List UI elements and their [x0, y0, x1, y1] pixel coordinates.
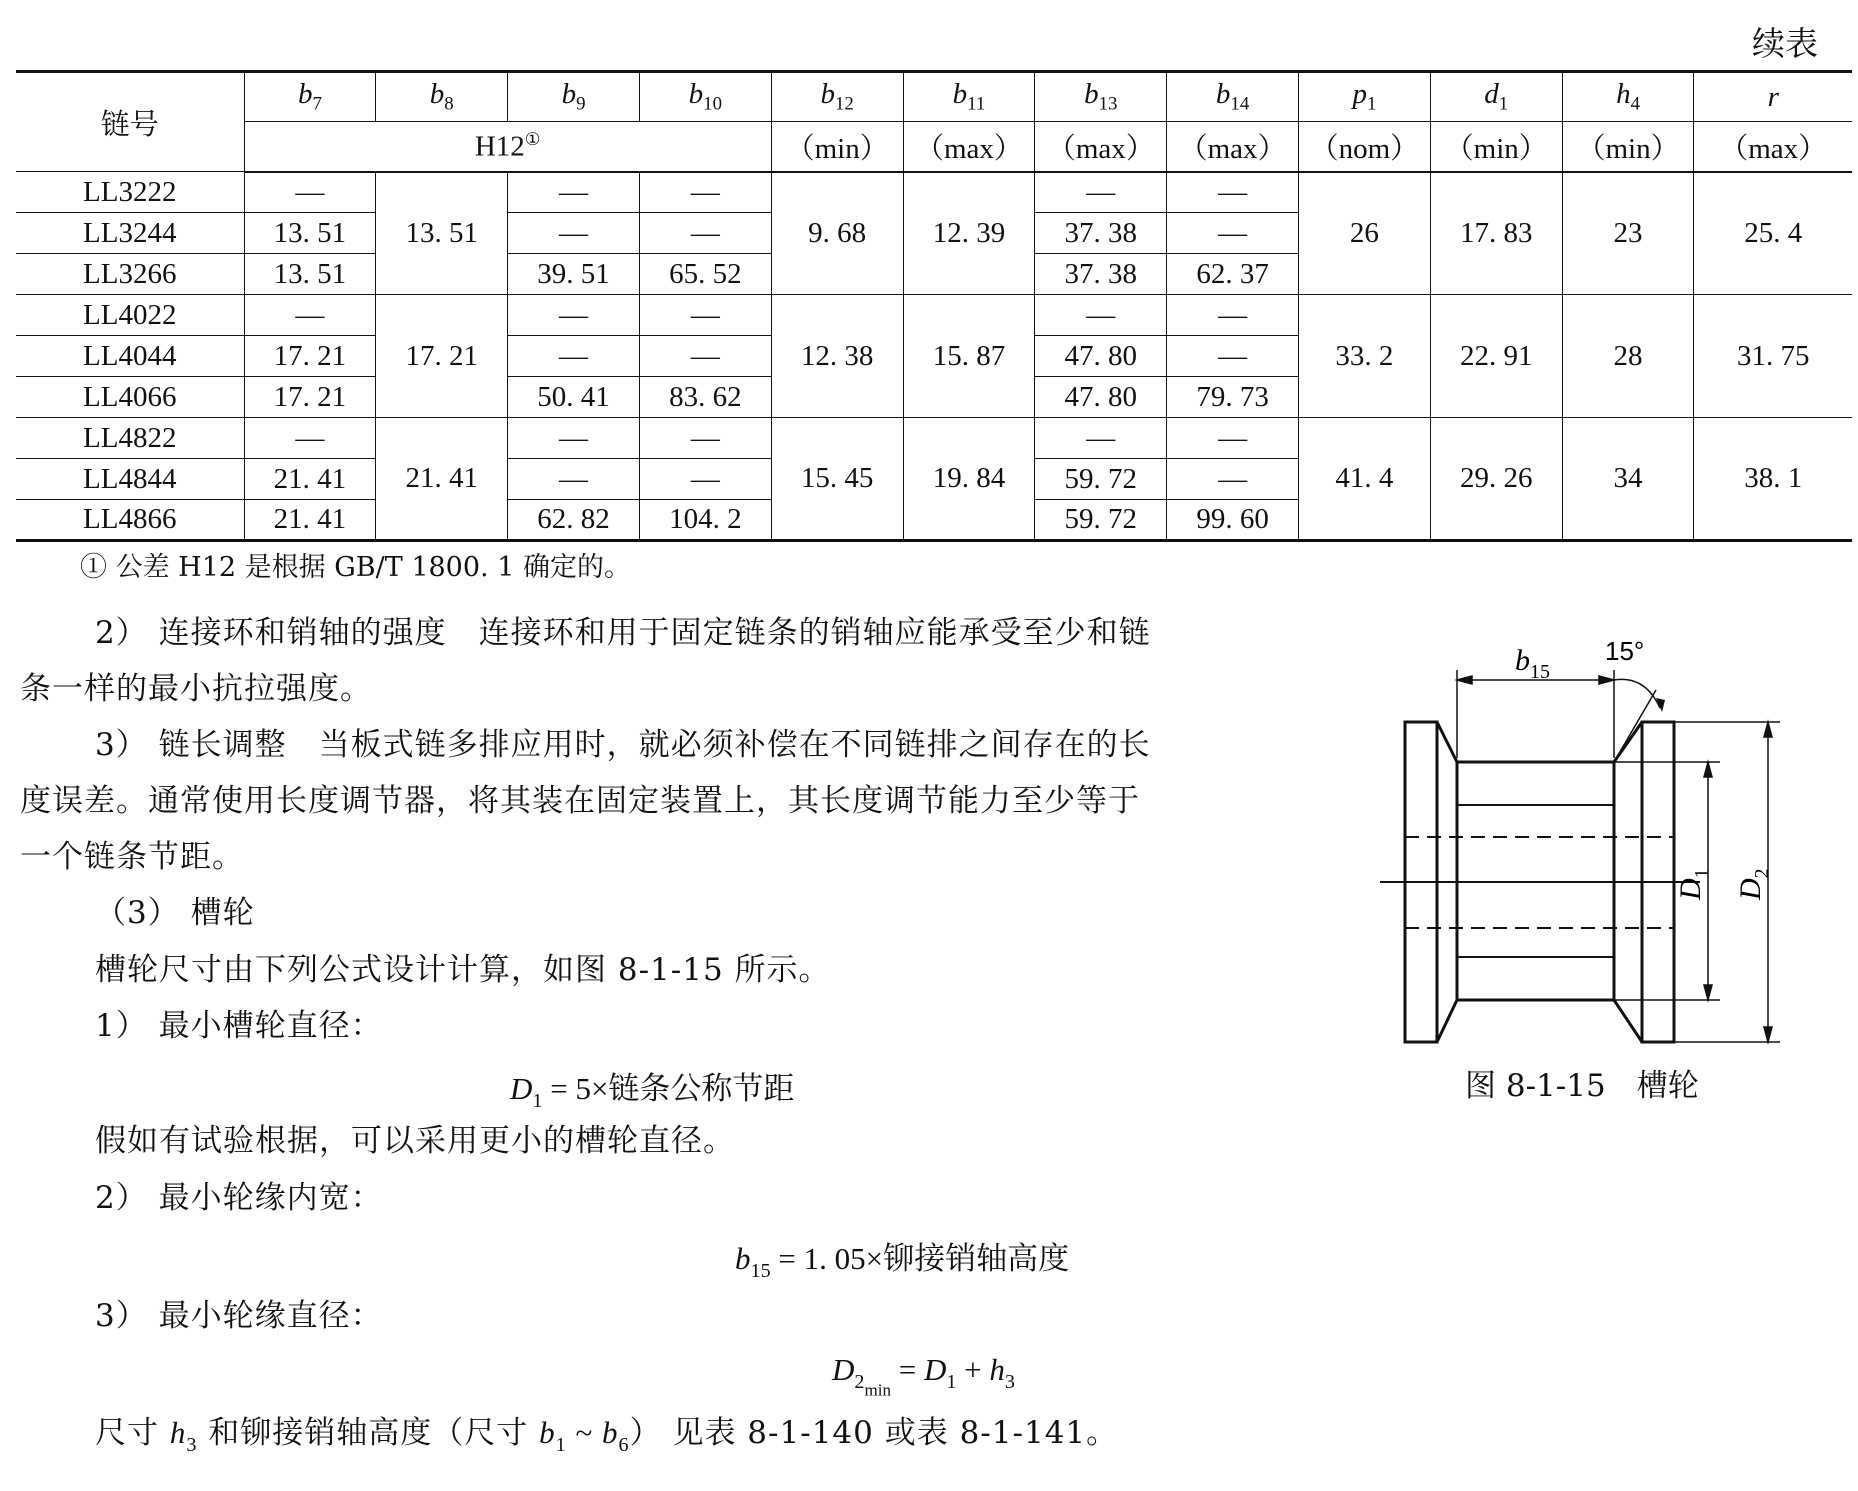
- cell-b11: 12. 39: [903, 172, 1035, 295]
- cell-b14: —: [1167, 172, 1299, 213]
- table-footnote: ① 公差 H12 是根据 GB/T 1800. 1 确定的。: [80, 552, 631, 583]
- header-b14: $b_{14}$: [1167, 72, 1299, 122]
- cell-b14: 99. 60: [1167, 500, 1299, 541]
- cell-b12: 9. 68: [771, 172, 903, 295]
- cell-r: 31. 75: [1694, 295, 1852, 418]
- cell-b14: —: [1167, 418, 1299, 459]
- cell-chain: LL3222: [16, 172, 244, 213]
- cell-d1: 17. 83: [1430, 172, 1562, 295]
- table-row: [16, 172, 1852, 213]
- header-b12: $b_{12}$: [771, 72, 903, 122]
- cell-r: 25. 4: [1694, 172, 1852, 295]
- cell-b7: —: [244, 295, 376, 336]
- cell-b7: 17. 21: [244, 336, 376, 377]
- cell-b10: 83. 62: [639, 377, 771, 418]
- label-d1: $D_1$: [1674, 868, 1713, 900]
- cell-b9: —: [508, 213, 640, 254]
- cell-b13: 47. 80: [1035, 377, 1167, 418]
- cell-b10: —: [639, 172, 771, 213]
- cell-b10: —: [639, 459, 771, 500]
- cell-b9: 62. 82: [508, 500, 640, 541]
- cell-b10: —: [639, 213, 771, 254]
- cell-b13: 37. 38: [1035, 254, 1167, 295]
- arrowhead: [1704, 985, 1712, 1000]
- header-qualifier-b11: （max）: [903, 122, 1035, 172]
- cell-chain: LL4044: [16, 336, 244, 377]
- intro-text: 槽轮尺寸由下列公式设计计算，如图 8-1-15 所示。: [95, 952, 831, 988]
- cell-d1: 29. 26: [1430, 418, 1562, 541]
- header-r: r: [1694, 72, 1852, 122]
- header-b10: $b_{10}$: [639, 72, 771, 122]
- header-p1: $p_1$: [1299, 72, 1431, 122]
- cell-b10: —: [639, 295, 771, 336]
- cell-b7: —: [244, 418, 376, 459]
- cell-b14: —: [1167, 295, 1299, 336]
- cell-b13: 59. 72: [1035, 459, 1167, 500]
- cell-chain: LL4866: [16, 500, 244, 541]
- cell-p1: 33. 2: [1299, 295, 1431, 418]
- header-b9: $b_9$: [508, 72, 640, 122]
- cell-b7: 13. 51: [244, 213, 376, 254]
- cell-b13: —: [1035, 418, 1167, 459]
- cell-d1: 22. 91: [1430, 295, 1562, 418]
- item-min-flange-diameter: 3） 最小轮缘直径：: [95, 1298, 383, 1334]
- cell-b13: —: [1035, 295, 1167, 336]
- cell-r: 38. 1: [1694, 418, 1852, 541]
- cell-b7: —: [244, 172, 376, 213]
- reference-text: 尺寸 $h_3$ 和铆接销轴高度（尺寸 $b_1$ ~ $b_6$） 见表 8-1-140 或表 8-1-141。: [95, 1415, 1119, 1457]
- cell-b7: 13. 51: [244, 254, 376, 295]
- cell-b11: 19. 84: [903, 418, 1035, 541]
- paragraph-line: 度误差。通常使用长度调节器，将其装在固定装置上，其长度调节能力至少等于: [20, 783, 1140, 819]
- header-b8: $b_8$: [376, 72, 508, 122]
- item-min-inner-width: 2） 最小轮缘内宽：: [95, 1180, 383, 1216]
- cell-b9: —: [508, 295, 640, 336]
- cell-chain: LL4844: [16, 459, 244, 500]
- cell-b12: 15. 45: [771, 418, 903, 541]
- arrowhead: [1764, 722, 1772, 737]
- cell-b8: 17. 21: [376, 295, 508, 418]
- section-heading: （3） 槽轮: [95, 895, 255, 931]
- cell-b7: 21. 41: [244, 500, 376, 541]
- cell-h4: 28: [1562, 295, 1694, 418]
- cell-b10: 65. 52: [639, 254, 771, 295]
- cell-chain: LL4822: [16, 418, 244, 459]
- cell-b14: —: [1167, 459, 1299, 500]
- cell-b14: —: [1167, 213, 1299, 254]
- cell-h4: 34: [1562, 418, 1694, 541]
- cell-b12: 12. 38: [771, 295, 903, 418]
- header-chain-no: 链号: [16, 72, 244, 172]
- header-qualifier-h4: （min）: [1562, 122, 1694, 172]
- paragraph-length-adjust: [20, 717, 1350, 885]
- arrowhead: [1656, 698, 1665, 712]
- cell-b10: —: [639, 336, 771, 377]
- hub-bottom-edge: [1437, 1000, 1642, 1042]
- paragraph-line: 3） 链长调整 当板式链多排应用时，就必须补偿在不同链排之间存在的长: [95, 727, 1151, 763]
- cell-b9: —: [508, 336, 640, 377]
- arrowhead: [1704, 762, 1712, 777]
- cell-b9: 50. 41: [508, 377, 640, 418]
- header-tolerance: H12①: [244, 122, 771, 172]
- header-b7: $b_7$: [244, 72, 376, 122]
- cell-b7: 17. 21: [244, 377, 376, 418]
- paragraph-line: 条一样的最小抗拉强度。: [20, 671, 372, 707]
- sheave-figure: [1360, 630, 1830, 1050]
- cell-chain: LL3244: [16, 213, 244, 254]
- paragraph-line: 一个链条节距。: [20, 839, 244, 875]
- header-qualifier-r: （max）: [1694, 122, 1852, 172]
- cell-b9: —: [508, 459, 640, 500]
- formula-d2: $D_{2min} = D_1 + h_3$: [832, 1352, 1015, 1400]
- cell-b11: 15. 87: [903, 295, 1035, 418]
- cell-b14: 79. 73: [1167, 377, 1299, 418]
- cell-b8: 21. 41: [376, 418, 508, 541]
- header-qualifier-b14: （max）: [1167, 122, 1299, 172]
- cell-h4: 23: [1562, 172, 1694, 295]
- cell-b14: 62. 37: [1167, 254, 1299, 295]
- label-d2: $D_2$: [1734, 868, 1773, 900]
- label-angle: 15°: [1605, 636, 1645, 666]
- cell-b13: 59. 72: [1035, 500, 1167, 541]
- figure-caption: 图 8-1-15 槽轮: [1465, 1068, 1699, 1104]
- formula-d1: $D_1 = 5\times$链条公称节距: [510, 1071, 795, 1113]
- continued-label: 续表: [1752, 24, 1818, 63]
- header-h4: $h_4$: [1562, 72, 1694, 122]
- cell-b14: —: [1167, 336, 1299, 377]
- hub-top-edge: [1437, 722, 1642, 762]
- paragraph-strength: [20, 605, 1350, 717]
- cell-b10: 104. 2: [639, 500, 771, 541]
- cell-b8: 13. 51: [376, 172, 508, 295]
- cell-b9: 39. 51: [508, 254, 640, 295]
- cell-b9: —: [508, 172, 640, 213]
- item-min-diameter: 1） 最小槽轮直径：: [95, 1008, 383, 1044]
- table-row: [16, 418, 1852, 459]
- chain-dimensions-table: [16, 70, 1852, 542]
- angle-leg: [1614, 690, 1656, 762]
- header-qualifier-d1: （min）: [1430, 122, 1562, 172]
- arrowhead: [1457, 676, 1472, 684]
- cell-chain: LL4066: [16, 377, 244, 418]
- cell-b13: 37. 38: [1035, 213, 1167, 254]
- cell-b13: 47. 80: [1035, 336, 1167, 377]
- header-qualifier-p1: （nom）: [1299, 122, 1431, 172]
- arrowhead: [1599, 676, 1614, 684]
- header-b13: $b_{13}$: [1035, 72, 1167, 122]
- header-d1: $d_1$: [1430, 72, 1562, 122]
- note-smaller-diameter: 假如有试验根据，可以采用更小的槽轮直径。: [95, 1123, 735, 1159]
- cell-chain: LL3266: [16, 254, 244, 295]
- cell-b9: —: [508, 418, 640, 459]
- header-qualifier-b13: （max）: [1035, 122, 1167, 172]
- cell-p1: 26: [1299, 172, 1431, 295]
- arrowhead: [1764, 1027, 1772, 1042]
- cell-b13: —: [1035, 172, 1167, 213]
- table-row: [16, 295, 1852, 336]
- cell-chain: LL4022: [16, 295, 244, 336]
- header-b11: $b_{11}$: [903, 72, 1035, 122]
- paragraph-line: 2） 连接环和销轴的强度 连接环和用于固定链条的销轴应能承受至少和链: [95, 615, 1151, 651]
- cell-b7: 21. 41: [244, 459, 376, 500]
- cell-b10: —: [639, 418, 771, 459]
- formula-b15: $b_{15} = 1$. 05×铆接销轴高度: [735, 1241, 1070, 1283]
- header-qualifier-b12: （min）: [771, 122, 903, 172]
- label-b15: $b_{15}$: [1515, 644, 1550, 683]
- cell-p1: 41. 4: [1299, 418, 1431, 541]
